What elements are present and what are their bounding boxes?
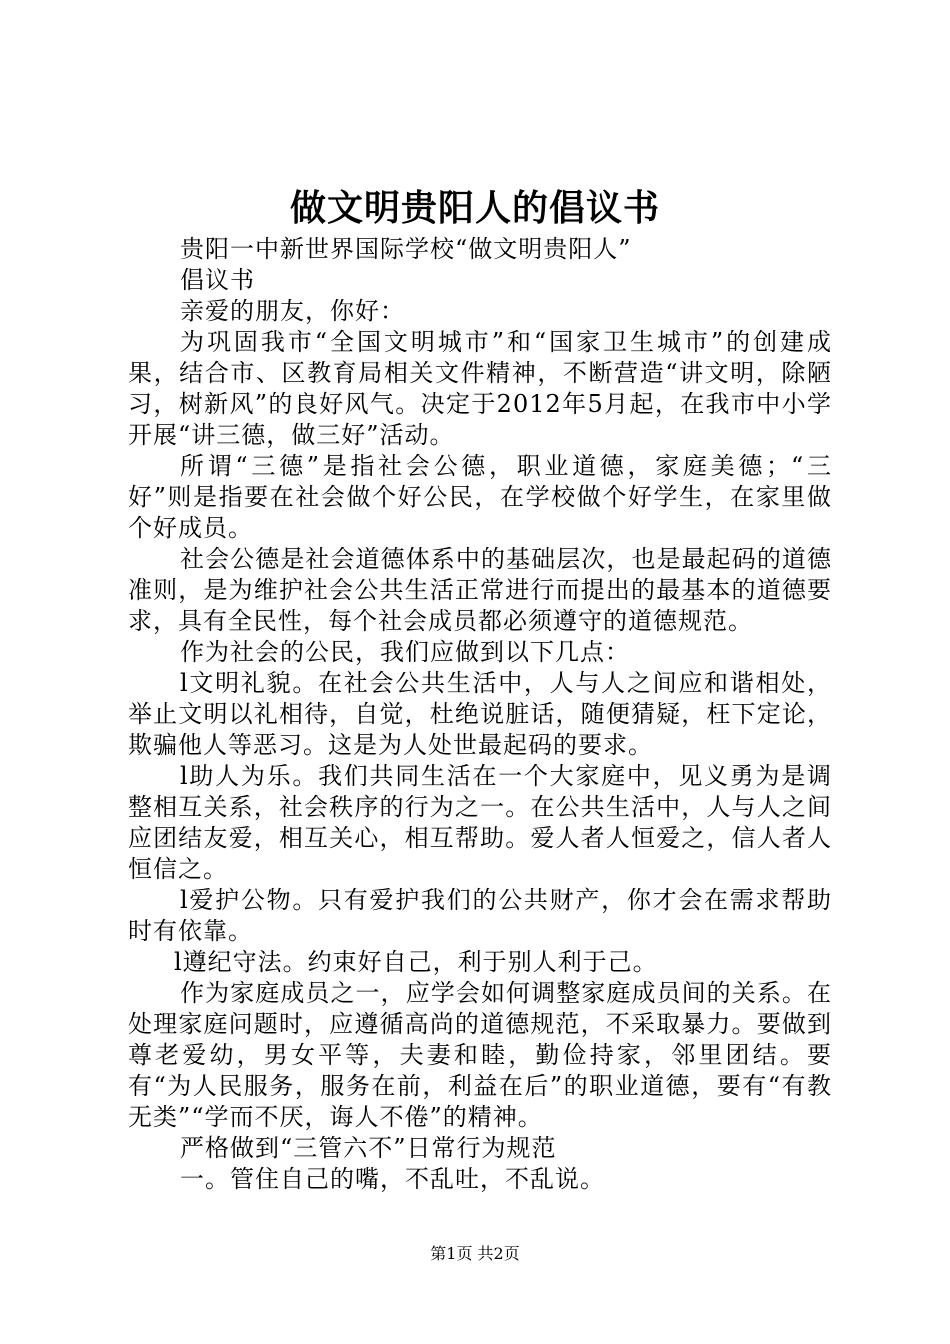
list-item-public-property: l爱护公物。只有爱护我们的公共财产，你才会在需求帮助时有依靠。	[128, 886, 832, 945]
page-footer: 第1页 共2页	[430, 1244, 520, 1263]
list-item-law-abiding: l遵纪守法。约束好自己，利于别人利于己。	[174, 948, 658, 976]
paragraph-rule-one: 一。管住自己的嘴，不乱吐，不乱说。	[180, 1165, 605, 1193]
paragraph-behavior-norms: 严格做到“三管六不”日常行为规范	[180, 1134, 557, 1162]
document-title: 做文明贵阳人的倡议书	[289, 188, 660, 229]
paragraph-intro: 为巩固我市“全国文明城市”和“国家卫生城市”的创建成果，结合市、区教育局相关文件精神，不断营造“讲文明，除陋习，树新风”的良好风气。决定于2012年5月起，在我市中小学开展“讲三德，做三好”活动。	[128, 328, 832, 449]
paragraph-school-line: 贵阳一中新世界国际学校“做文明贵阳人”	[180, 235, 632, 263]
paragraph-citizen-points: 作为社会的公民，我们应做到以下几点：	[180, 638, 630, 666]
paragraph-subtitle: 倡议书	[180, 266, 255, 294]
list-item-civility: l文明礼貌。在社会公共生活中，人与人之间应和谐相处，举止文明以礼相待，自觉，杜绝说脏话，随便猜疑，枉下定论，欺骗他人等恶习。这是为人处世最起码的要求。	[128, 669, 832, 759]
paragraph-greeting: 亲爱的朋友，你好：	[180, 297, 405, 325]
paragraph-three-virtues: 所谓“三德”是指社会公德，职业道德，家庭美德；“三好”则是指要在社会做个好公民，在学校做个好学生，在家里做个好成员。	[128, 452, 832, 542]
list-item-helping: l助人为乐。我们共同生活在一个大家庭中，见义勇为是调整相互关系，社会秩序的行为之一。在公共生活中，人与人之间应团结友爱，相互关心，相互帮助。爱人者人恒爱之，信人者人恒信之。	[128, 762, 832, 883]
paragraph-family-member: 作为家庭成员之一，应学会如何调整家庭成员间的关系。在处理家庭问题时，应遵循高尚的道德规范，不采取暴力。要做到尊老爱幼，男女平等，夫妻和睦，勤俭持家，邻里团结。要有“为人民服务，服务在前，利益在后”的职业道德，要有“有教无类”“学而不厌，诲人不倦”的精神。	[128, 979, 832, 1131]
paragraph-social-ethics: 社会公德是社会道德体系中的基础层次，也是最起码的道德准则，是为维护社会公共生活正常进行而提出的最基本的道德要求，具有全民性，每个社会成员都必须遵守的道德规范。	[128, 545, 832, 635]
document-body	[128, 234, 832, 1195]
